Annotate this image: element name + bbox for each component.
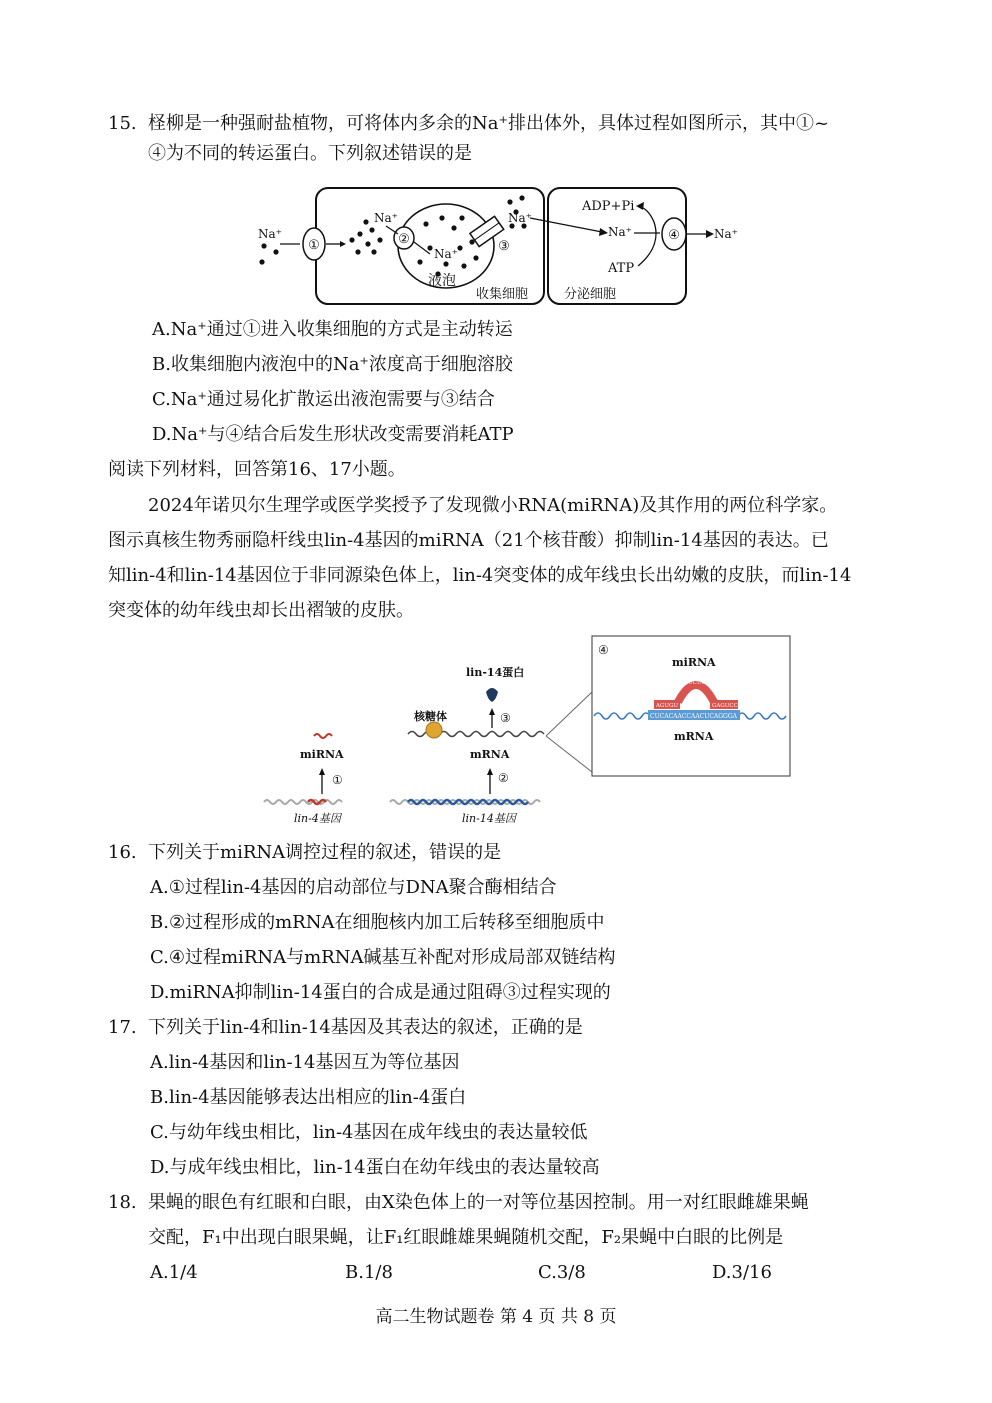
q15-option-c: C.Na⁺通过易化扩散运出液泡需要与③结合 bbox=[152, 389, 495, 410]
q16-stem: 下列关于miRNA调控过程的叙述，错误的是 bbox=[148, 842, 502, 863]
lin14-gene-label: lin-14基因 bbox=[462, 812, 516, 825]
mirna-left-label: miRNA bbox=[300, 748, 344, 761]
q18-option-b: B.1/8 bbox=[345, 1262, 393, 1283]
na-outside-label: Na⁺ bbox=[258, 227, 282, 241]
q17-option-c: C.与幼年线虫相比，lin-4基因在成年线虫的表达量较低 bbox=[150, 1122, 588, 1143]
q17-number: 17. bbox=[108, 1017, 137, 1038]
q17-option-d: D.与成年线虫相比，lin-14蛋白在幼年线虫的表达量较高 bbox=[150, 1157, 600, 1178]
atp-label: ATP bbox=[608, 261, 635, 276]
q15-number: 15. bbox=[108, 113, 137, 134]
transporter-3-label: ③ bbox=[498, 239, 510, 254]
na-right-label: Na⁺ bbox=[508, 211, 532, 225]
q15-stem-line1: 柽柳是一种强耐盐植物，可将体内多余的Na⁺排出体外，具体过程如图所示，其中①~ bbox=[148, 113, 830, 134]
q16-line bbox=[108, 841, 501, 865]
inset-mrna-label: mRNA bbox=[674, 730, 714, 743]
q16-option-c: C.④过程miRNA与mRNA碱基互补配对形成局部双链结构 bbox=[150, 947, 616, 968]
q17-stem: 下列关于lin-4和lin-14基因及其表达的叙述，正确的是 bbox=[148, 1017, 583, 1038]
inset-seq-right: GAGUCCC bbox=[712, 703, 743, 709]
na-secretory-label: Na⁺ bbox=[608, 225, 632, 239]
q15-option-b: B.收集细胞内液泡中的Na⁺浓度高于细胞溶胶 bbox=[152, 354, 513, 375]
lin14-protein-shape bbox=[486, 688, 498, 702]
collecting-cell-label: 收集细胞 bbox=[476, 287, 529, 302]
circle-2-label: ② bbox=[498, 771, 509, 785]
q18-number: 18. bbox=[108, 1192, 137, 1213]
q16-option-a: A.①过程lin-4基因的启动部位与DNA聚合酶相结合 bbox=[150, 877, 557, 898]
q18-stem-line1: 果蝇的眼色有红眼和白眼，由X染色体上的一对等位基因控制。用一对红眼雌雄果蝇 bbox=[148, 1192, 809, 1213]
inset-seq-left: AGUGU bbox=[656, 703, 679, 709]
na-exit-label: Na⁺ bbox=[714, 227, 738, 241]
q18-option-c: C.3/8 bbox=[538, 1262, 586, 1283]
q15-stem-line2: ④为不同的转运蛋白。下列叙述错误的是 bbox=[148, 143, 472, 164]
q16-number: 16. bbox=[108, 842, 137, 863]
reading-para-line-1: 2024年诺贝尔生理学或医学奖授予了发现微小RNA(miRNA)及其作用的两位科学家。 bbox=[148, 495, 838, 516]
reading-para-line-2: 图示真核生物秀丽隐杆线虫lin-4基因的miRNA（21个核苷酸）抑制lin-14基因的表达。已 bbox=[108, 530, 829, 551]
reading-intro: 阅读下列材料，回答第16、17小题。 bbox=[108, 459, 406, 480]
q17-option-a: A.lin-4基因和lin-14基因互为等位基因 bbox=[150, 1052, 460, 1073]
inset-mirna-label: miRNA bbox=[672, 656, 716, 669]
vacuole-label: 液泡 bbox=[428, 273, 456, 289]
page-footer: 高二生物试题卷 第 4 页 共 8 页 bbox=[375, 1307, 617, 1327]
transporter-2-label: ② bbox=[398, 232, 410, 247]
lin4-gene-label: lin-4基因 bbox=[294, 812, 341, 825]
q15-option-d: D.Na⁺与④结合后发生形状改变需要消耗ATP bbox=[152, 424, 514, 445]
q15-option-a: A.Na⁺通过①进入收集细胞的方式是主动转运 bbox=[152, 319, 513, 340]
q18-option-a: A.1/4 bbox=[150, 1262, 198, 1283]
secretory-cell-label: 分泌细胞 bbox=[564, 287, 617, 302]
q15-line1 bbox=[108, 112, 829, 136]
na-transport-diagram bbox=[250, 182, 750, 310]
q18-stem-line2: 交配，F₁中出现白眼果蝇，让F₁红眼雌雄果蝇随机交配，F₂果蝇中白眼的比例是 bbox=[148, 1227, 784, 1248]
inset-seq-loop: AUCUCA bbox=[684, 680, 710, 686]
na-top-label: Na⁺ bbox=[374, 211, 398, 225]
ribosome-shape bbox=[426, 722, 442, 738]
inset-seq-bottom: CUCACAACCAACUCAGGGA bbox=[650, 713, 737, 720]
circle-3-label: ③ bbox=[500, 711, 511, 725]
reading-para-line-4: 突变体的幼年线虫却长出褶皱的皮肤。 bbox=[108, 600, 414, 621]
adp-label: ADP+Pi bbox=[582, 199, 635, 214]
protein-label: lin-14蛋白 bbox=[466, 666, 525, 679]
ribosome-label: 核糖体 bbox=[414, 710, 447, 723]
q17-line bbox=[108, 1016, 583, 1040]
mirna-regulation-diagram bbox=[258, 632, 798, 828]
inset-number: ④ bbox=[598, 643, 609, 657]
circle-1-label: ① bbox=[332, 773, 343, 787]
q17-option-b: B.lin-4基因能够表达出相应的lin-4蛋白 bbox=[150, 1087, 467, 1108]
q18-option-d: D.3/16 bbox=[712, 1262, 772, 1283]
transporter-4-label: ④ bbox=[668, 228, 680, 243]
na-vacuole-label: Na⁺ bbox=[434, 247, 458, 261]
q16-option-b: B.②过程形成的mRNA在细胞核内加工后转移至细胞质中 bbox=[150, 912, 605, 933]
reading-para-line-3: 知lin-4和lin-14基因位于非同源染色体上，lin-4突变体的成年线虫长出幼嫩的皮肤，而lin-14 bbox=[108, 565, 852, 586]
q18-line1 bbox=[108, 1191, 809, 1215]
transporter-1-label: ① bbox=[308, 238, 320, 253]
q16-option-d: D.miRNA抑制lin-14蛋白的合成是通过阻碍③过程实现的 bbox=[150, 982, 611, 1003]
mrna-mid-label: mRNA bbox=[470, 748, 510, 761]
